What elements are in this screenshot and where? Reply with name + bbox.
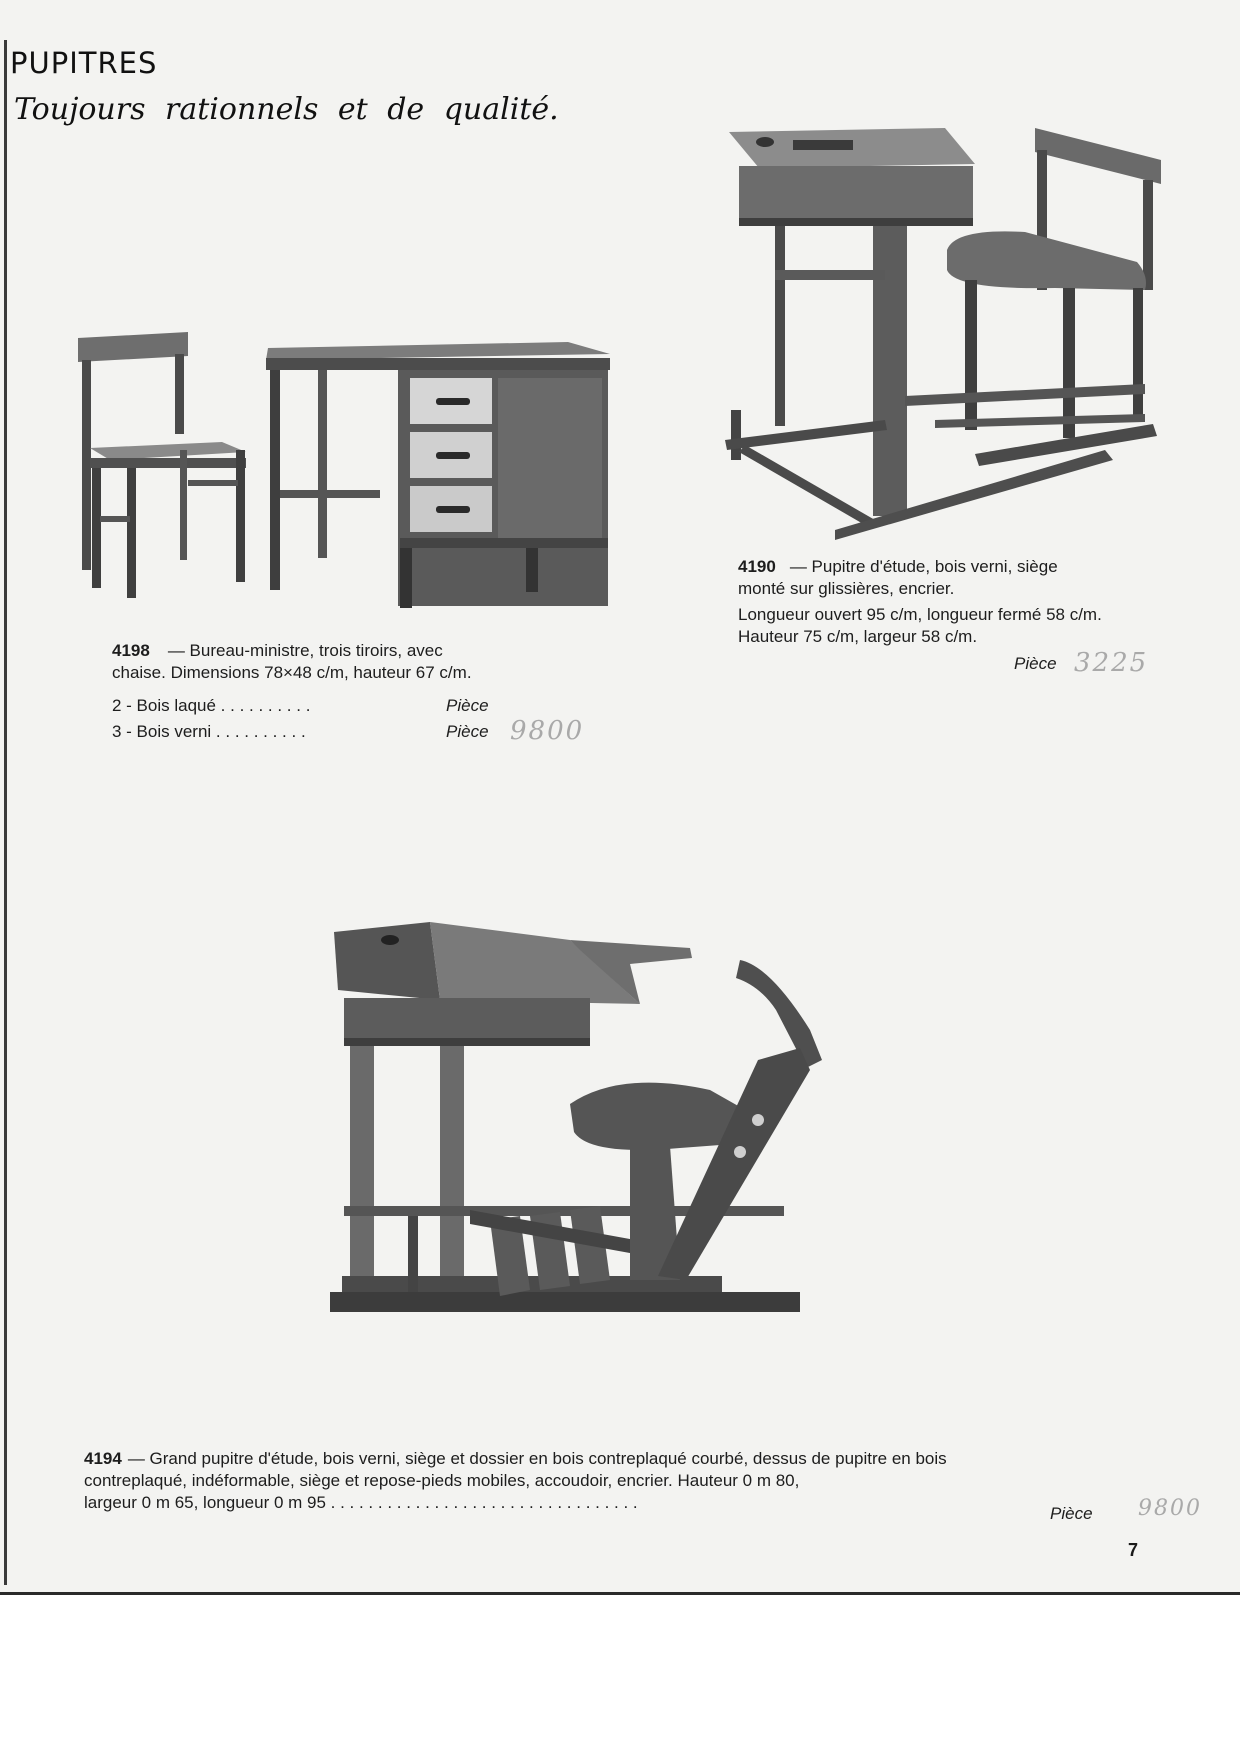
page-number: 7	[1128, 1540, 1139, 1560]
product-photo-4190	[725, 120, 1165, 540]
item-4190-unit: Pièce	[1014, 654, 1057, 673]
item-4190-line3: Longueur ouvert 95 c/m, longueur fermé 58 c/m.	[738, 605, 1102, 624]
option-label: 3 - Bois verni . . . . . . . . . .	[112, 722, 306, 741]
item-4194-ref: 4194	[84, 1449, 122, 1468]
chair-illustration	[78, 332, 246, 598]
handwritten-price-4190: 3225	[1074, 648, 1149, 678]
binding-spine	[4, 40, 7, 1585]
bureau-illustration	[266, 342, 610, 608]
handwritten-price-4194: 9800	[1138, 1496, 1202, 1521]
item-4198-description	[112, 640, 552, 684]
product-photo-4198	[70, 320, 620, 620]
page-title: PUPITRES	[10, 46, 158, 80]
item-4190-line4: Hauteur 75 c/m, largeur 58 c/m.	[738, 627, 978, 646]
item-4190-ref: 4190	[738, 557, 776, 576]
item-4194-line2: contreplaqué, indéformable, siège et repose-pieds mobiles, accoudoir, encrier. Hauteur 0 m 80,	[84, 1471, 800, 1490]
handwritten-price-4198: 9800	[510, 716, 585, 746]
item-4198-line2: chaise. Dimensions 78×48 c/m, hauteur 67 c/m.	[112, 663, 472, 682]
item-4198-option-verni	[112, 722, 492, 742]
item-4194-description	[84, 1448, 1152, 1514]
item-4190-line1: 4190 — Pupitre d'étude, bois verni, siège	[738, 557, 1058, 576]
option-label: 2 - Bois laqué . . . . . . . . . .	[112, 696, 311, 715]
item-4198-option-lacque	[112, 696, 492, 716]
item-4198-ref: 4198	[112, 641, 150, 660]
item-4194-line3: largeur 0 m 65, longueur 0 m 95 . . . . . . . . . . . . . . . . . . . . . . . . . . . . . . . . .	[84, 1493, 638, 1512]
item-4194-line1: 4194 — Grand pupitre d'étude, bois verni, siège et dossier en bois contreplaqué courbé, dessus de pupitre en bois	[84, 1449, 947, 1468]
item-4190-line2: monté sur glissières, encrier.	[738, 579, 955, 598]
page-subtitle: Toujours rationnels et de qualité.	[14, 92, 559, 127]
item-4194-unit: Pièce	[1050, 1504, 1093, 1523]
product-photo-4194	[330, 920, 930, 1400]
option-unit: Pièce	[446, 722, 489, 741]
chair-illustration	[570, 960, 822, 1280]
item-4198-line1: 4198 — Bureau-ministre, trois tiroirs, avec	[112, 641, 443, 660]
item-4190-description	[738, 556, 1150, 648]
desk-illustration	[725, 128, 1113, 540]
option-unit: Pièce	[446, 696, 489, 715]
